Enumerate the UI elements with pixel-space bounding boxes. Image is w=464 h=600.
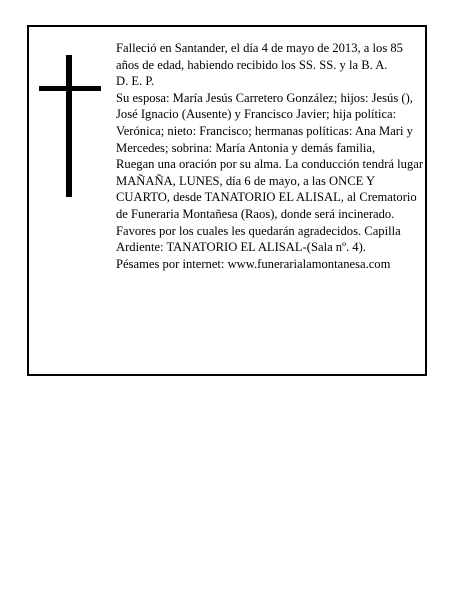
family-list: Su esposa: María Jesús Carretero González; hijos: Jesús (), José Ignacio (Ausente) y Francisco Javier; hija política: Verónica; nieto: Francisco; hermanas políticas: Ana Mari y Mercedes; sobrina: María Antonia y demás familia, <box>116 90 413 155</box>
obituary-text <box>116 40 425 272</box>
condolences-line: Pésames por internet: www.funerarialamontanesa.com <box>116 256 391 271</box>
funeral-details: Ruegan una oración por su alma. La conducción tendrá lugar MAÑAÑA, LUNES, día 6 de mayo, a las ONCE Y CUARTO, desde TANATORIO EL ALISAL, al Crematorio de Funeraria Montañesa (Raos), donde será incinerado. Favores por los cuales les quedarán agradecidos. Capilla Ardiente: TANATORIO EL ALISAL-(Sala nº. 4). <box>116 157 424 255</box>
cross-icon <box>39 55 101 197</box>
cross-vertical-bar <box>66 55 72 197</box>
cross-horizontal-bar <box>39 86 101 91</box>
obituary-notice <box>27 25 427 376</box>
rest-in-peace: D. E. P. <box>116 74 155 89</box>
death-announcement: Falleció en Santander, el día 4 de mayo de 2013, a los 85 años de edad, habiendo recibido los SS. SS. y la B. A. <box>116 41 403 72</box>
